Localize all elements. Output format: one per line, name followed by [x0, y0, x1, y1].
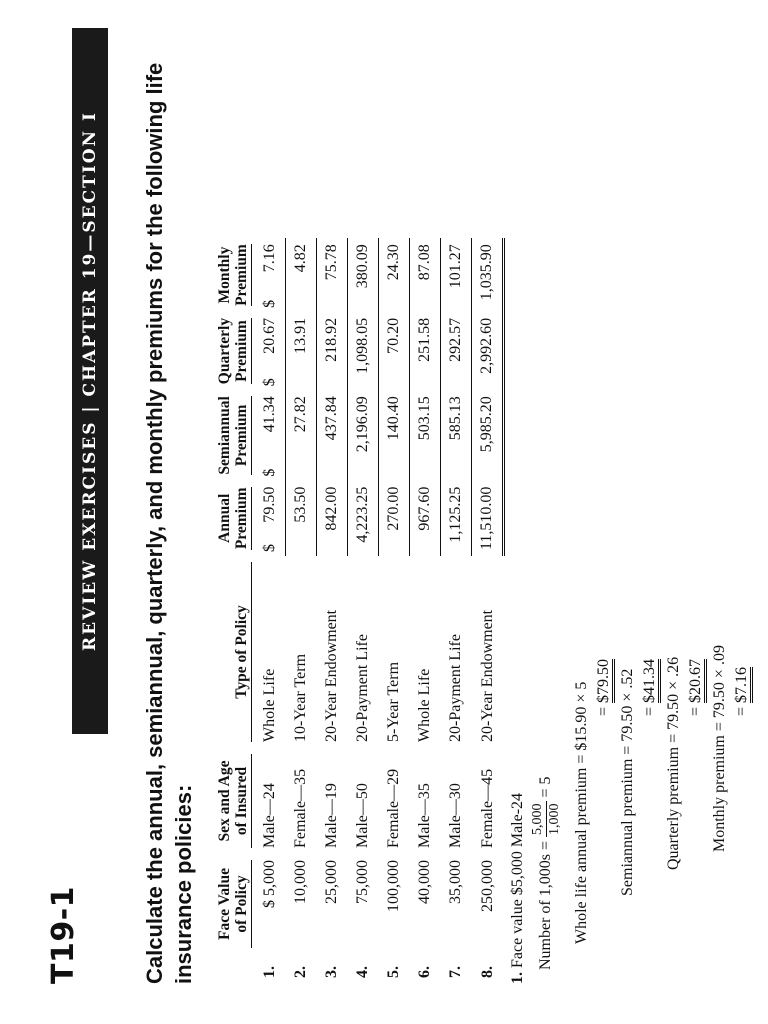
currency-sign: $: [261, 378, 278, 387]
quarterly-premium-cell: 218.92: [317, 312, 348, 390]
table-row: [379, 238, 410, 984]
semiannual-premium-cell: $ 41.34: [255, 390, 286, 480]
policy-type-cell: 20-Payment Life: [447, 634, 464, 742]
table-row: [317, 238, 348, 984]
table-row: [286, 238, 317, 984]
monthly-premium-cell: 380.09: [348, 238, 379, 312]
monthly-result: $7.16: [733, 667, 753, 703]
row-number: 6.: [416, 966, 433, 978]
semiannual-premium-cell: 437.84: [317, 390, 348, 480]
sex-age-cell: Male—24: [261, 783, 279, 848]
annual-premium-cell: 1,125.25: [441, 481, 472, 556]
semiannual-label: Semiannual premium: [619, 758, 636, 896]
table-header-row: [216, 238, 255, 984]
policy-type-cell: Whole Life: [416, 668, 433, 742]
quarterly-expr: 79.50 × .26: [665, 656, 682, 730]
semiannual-result: $41.34: [641, 659, 661, 703]
col-quarterly: Quarterly Premium: [216, 317, 250, 385]
semiannual-premium-cell: 2,196.09: [348, 390, 379, 480]
annual-premium-cell: 4,223.25: [348, 481, 379, 556]
col-annual: Annual Premium: [216, 487, 250, 550]
quarterly-premium-cell: 2,992.60: [472, 312, 504, 390]
exercise-code: T19-1: [46, 885, 81, 984]
col-sex-age: Sex and Age of Insured: [216, 748, 255, 854]
col-monthly: Monthly Premium: [216, 244, 250, 306]
sex-age-cell: Female—35: [292, 768, 309, 848]
face-value-line: Face value $5,000 Male-24: [509, 792, 526, 968]
rotated-page: T19-1 REVIEW EXERCISES | CHAPTER 19—SECTION I Calculate the annual, semiannual, quarterly, and monthly premiums for the following life insurance policies: Face Value of Policy Sex and Age of Insured Type of Policy Annual Premium Semiannual Premium Quarterly Premium Monthly Premium 1. $ 5,000 Male—24 Whole Life $ 79.50 $ 41.34 $ 20.67 $ 7.16 2. 10,000 Female—35 10-Year Term 53.50 27.82 13.91 4.82 3. 25,000 Male—19 20-Year Endowment 842.00 437.84 218.92 75.78 4. 75,000 Male—50 20-Payment Life 4,223.25 2,196.09 1,098.05 380.09 5. 100,000 Female—29 5-Year Term 270.00 140.40 70.20 24.30 6. 40,000 Male—35 Whole Life 967.60 503.15 251.58 87.08 7. 35,000 Male—30 20-Payment Life 1,125.25 585.13 292.57 101.27 8. 250,000 Female—45 20-Year Endowment 11,510.00 5,985.20 2,992.60 1,035.90 1. Face value $5,000 Male-24 Number of 1,000s = 5,000 1,000 = 5 Whole life annual premium = $15.90 × 5 = $79.50 Semiannual premium = 79.50 × .52 = $41.34 Quarterly premium = 79.50 × .26 = $20.67 Monthly premium = 79.50 × .09 = $7.16: [0, 0, 768, 1024]
policy-type-cell: Whole Life: [261, 668, 279, 742]
face-value-cell: $ 5,000: [261, 860, 279, 908]
annual-premium-cell: $ 79.50: [255, 481, 286, 556]
monthly-premium-cell: 101.27: [441, 238, 472, 312]
semiannual-premium-cell: 5,985.20: [472, 390, 504, 480]
quarterly-premium-cell: 13.91: [286, 312, 317, 390]
monthly-premium-cell: 1,035.90: [472, 238, 504, 312]
table-row: [472, 238, 504, 984]
monthly-label: Monthly premium: [711, 735, 728, 852]
annual-premium-cell: 967.60: [410, 481, 441, 556]
quarterly-premium-cell: $ 20.67: [255, 312, 286, 390]
row-number: 3.: [323, 966, 340, 978]
policy-type-cell: 5-Year Term: [385, 661, 402, 742]
annual-label: Whole life annual premium: [573, 767, 590, 944]
sex-age-cell: Female—45: [478, 768, 496, 848]
quarterly-premium-cell: 70.20: [379, 312, 410, 390]
policy-type-cell: 10-Year Term: [292, 653, 309, 742]
num-thousands-result: = 5: [537, 776, 555, 798]
instructions: Calculate the annual, semiannual, quarterly, and monthly premiums for the following life insurance policies:: [142, 62, 196, 984]
face-value-cell: 10,000: [292, 860, 309, 904]
policy-type-cell: 20-Payment Life: [354, 634, 371, 742]
col-semiannual: Semiannual Premium: [216, 396, 250, 475]
row-number: 5.: [385, 966, 402, 978]
semiannual-premium-cell: 140.40: [379, 390, 410, 480]
col-type: Type of Policy: [216, 556, 255, 748]
table-row: [348, 238, 379, 984]
row-number: 7.: [447, 966, 464, 978]
col-face-value: Face Value of Policy: [216, 854, 255, 954]
currency-sign: $: [261, 299, 278, 308]
semiannual-premium-cell: 27.82: [286, 390, 317, 480]
num-thousands-label: Number of 1,000s =: [537, 840, 555, 970]
quarterly-premium-cell: 251.58: [410, 312, 441, 390]
section-banner: REVIEW EXERCISES | CHAPTER 19—SECTION I: [72, 28, 108, 734]
semiannual-premium-cell: 585.13: [441, 390, 472, 480]
quarterly-result: $20.67: [687, 659, 707, 703]
face-value-cell: 25,000: [323, 860, 340, 904]
solution-number: 1.: [509, 972, 526, 984]
row-number: 4.: [354, 966, 371, 978]
monthly-premium-cell: 75.78: [317, 238, 348, 312]
monthly-premium-cell: 87.08: [410, 238, 441, 312]
sex-age-cell: Male—50: [354, 783, 371, 848]
sex-age-cell: Male—19: [323, 783, 340, 848]
num-thousands-fraction: 5,000 1,000: [530, 803, 562, 835]
sex-age-cell: Male—30: [447, 783, 464, 848]
quarterly-label: Quarterly premium: [665, 746, 682, 870]
row-number: 1.: [261, 966, 279, 978]
row-number: 8.: [478, 966, 496, 978]
table-row: [410, 238, 441, 984]
monthly-expr: 79.50 × .09: [711, 645, 728, 719]
currency-sign: $: [261, 468, 278, 477]
policy-type-cell: 20-Year Endowment: [478, 609, 496, 742]
annual-result: $79.50: [595, 659, 615, 703]
face-value-cell: 40,000: [416, 860, 433, 904]
sex-age-cell: Male—35: [416, 783, 433, 848]
monthly-premium-cell: 24.30: [379, 238, 410, 312]
annual-premium-cell: 11,510.00: [472, 481, 504, 556]
table-row: [255, 238, 286, 984]
annual-premium-cell: 842.00: [317, 481, 348, 556]
face-value-cell: 100,000: [385, 860, 402, 912]
annual-premium-cell: 53.50: [286, 481, 317, 556]
face-value-cell: 35,000: [447, 860, 464, 904]
quarterly-premium-cell: 1,098.05: [348, 312, 379, 390]
monthly-premium-cell: 4.82: [286, 238, 317, 312]
face-value-cell: 75,000: [354, 860, 371, 904]
annual-expr: = $15.90 × 5: [573, 681, 590, 764]
currency-sign: $: [261, 544, 278, 552]
monthly-premium-cell: $ 7.16: [255, 238, 286, 312]
row-number: 2.: [292, 966, 309, 978]
premium-table: [216, 238, 505, 984]
semiannual-premium-cell: 503.15: [410, 390, 441, 480]
table-row: [441, 238, 472, 984]
quarterly-premium-cell: 292.57: [441, 312, 472, 390]
face-value-cell: 250,000: [478, 860, 496, 912]
annual-premium-cell: 270.00: [379, 481, 410, 556]
sex-age-cell: Female—29: [385, 768, 402, 848]
semiannual-expr: 79.50 × .52: [619, 668, 636, 742]
policy-type-cell: 20-Year Endowment: [323, 609, 340, 742]
